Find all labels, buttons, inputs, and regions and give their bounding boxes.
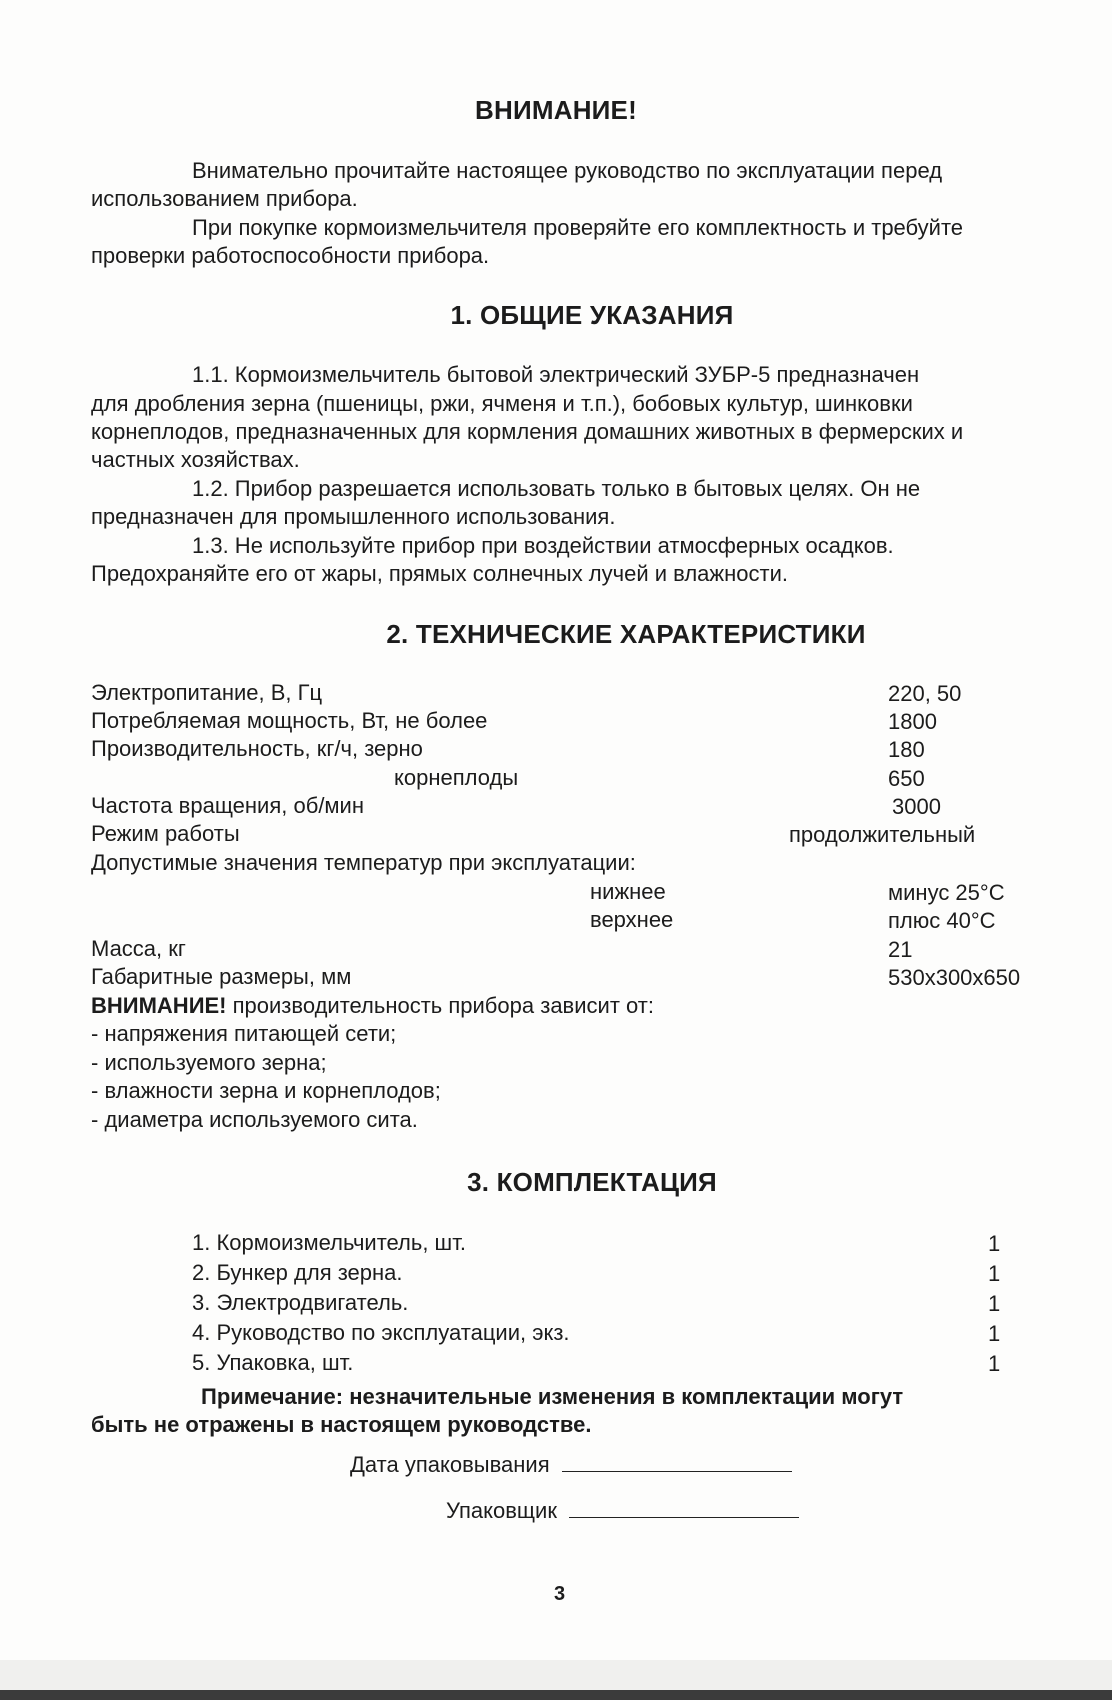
spec-value: 21 [888, 937, 913, 962]
section3-title: 3. КОМПЛЕКТАЦИЯ [467, 1167, 717, 1197]
spec-value: плюс 40°С [888, 908, 996, 933]
spec-value: 1800 [888, 709, 937, 734]
warning-text-line: проверки работоспособности прибора. [91, 243, 490, 268]
package-quantity: 1 [988, 1321, 1001, 1346]
spec-value: продолжительный [789, 822, 976, 847]
spec-label: Производительность, кг/ч, зерно [91, 736, 423, 761]
package-item: 1. Кормоизмельчитель, шт. [192, 1230, 466, 1255]
bullet-item: - диаметра используемого сита. [91, 1107, 418, 1132]
spec-label: нижнее [590, 879, 666, 904]
package-item: 5. Упаковка, шт. [192, 1350, 354, 1375]
bullet-item: - используемого зерна; [91, 1050, 327, 1075]
spec-value: 650 [888, 766, 925, 791]
warning-text-line: использованием прибора. [91, 186, 358, 211]
section1-text-line: для дробления зерна (пшеницы, ржи, ячменя и т.п.), бобовых культур, шинковки [91, 391, 913, 416]
package-item: 3. Электродвигатель. [192, 1290, 409, 1315]
spec-value: минус 25°С [888, 880, 1005, 905]
section1-text-line: 1.3. Не используйте прибор при воздействии атмосферных осадков. [192, 533, 894, 558]
spec-label: верхнее [590, 907, 674, 932]
spec-value: 3000 [892, 794, 941, 819]
performance-note [91, 992, 654, 1020]
section1-text-line: корнеплодов, предназначенных для кормления домашних животных в фермерских и [91, 419, 964, 444]
scan-edge [0, 1660, 1112, 1690]
warning-title: ВНИМАНИЕ! [475, 95, 637, 125]
spec-label: корнеплоды [394, 765, 519, 790]
package-note-line: Примечание: незначительные изменения в комплектации могут [201, 1384, 904, 1409]
scan-border [0, 1690, 1112, 1700]
spec-label: Частота вращения, об/мин [91, 793, 364, 818]
performance-note-text: производительность прибора зависит от: [226, 993, 654, 1018]
spec-label: Допустимые значения температур при эксплуатации: [91, 850, 636, 875]
section1-text-line: 1.2. Прибор разрешается использовать только в бытовых целях. Он не [192, 476, 921, 501]
section1-text-line: предназначен для промышленного использования. [91, 504, 616, 529]
spec-label: Габаритные размеры, мм [91, 964, 352, 989]
packing-date-row [350, 1451, 792, 1479]
spec-value: 180 [888, 737, 925, 762]
package-quantity: 1 [988, 1261, 1001, 1286]
spec-value: 220, 50 [888, 681, 962, 706]
spec-label: Электропитание, В, Гц [91, 680, 323, 705]
packing-date-field[interactable] [562, 1451, 792, 1472]
packer-row [446, 1497, 799, 1525]
spec-label: Режим работы [91, 821, 240, 846]
package-quantity: 1 [988, 1351, 1001, 1376]
warning-text-line: При покупке кормоизмельчителя проверяйте его комплектность и требуйте [192, 215, 964, 240]
package-item: 4. Руководство по эксплуатации, экз. [192, 1320, 570, 1345]
bullet-item: - напряжения питающей сети; [91, 1021, 397, 1046]
section1-text-line: частных хозяйствах. [91, 447, 300, 472]
package-quantity: 1 [988, 1231, 1001, 1256]
section1-text-line: Предохраняйте его от жары, прямых солнечных лучей и влажности. [91, 561, 788, 586]
section1-title: 1. ОБЩИЕ УКАЗАНИЯ [450, 300, 734, 330]
packer-field[interactable] [569, 1497, 799, 1518]
spec-value: 530х300х650 [888, 965, 1021, 990]
section2-title: 2. ТЕХНИЧЕСКИЕ ХАРАКТЕРИСТИКИ [386, 619, 866, 649]
page-number: 3 [554, 1583, 566, 1605]
section1-text-line: 1.1. Кормоизмельчитель бытовой электрический ЗУБР-5 предназначен [192, 362, 920, 387]
package-item: 2. Бункер для зерна. [192, 1260, 403, 1285]
spec-label: Масса, кг [91, 936, 186, 961]
package-note-line: быть не отражены в настоящем руководстве. [91, 1412, 592, 1437]
performance-note-bold: ВНИМАНИЕ! [91, 993, 227, 1018]
packer-label: Упаковщик [446, 1498, 557, 1523]
warning-text-line: Внимательно прочитайте настоящее руководство по эксплуатации перед [192, 158, 943, 183]
spec-label: Потребляемая мощность, Вт, не более [91, 708, 488, 733]
package-quantity: 1 [988, 1291, 1001, 1316]
packing-date-label: Дата упаковывания [350, 1452, 550, 1477]
bullet-item: - влажности зерна и корнеплодов; [91, 1078, 441, 1103]
